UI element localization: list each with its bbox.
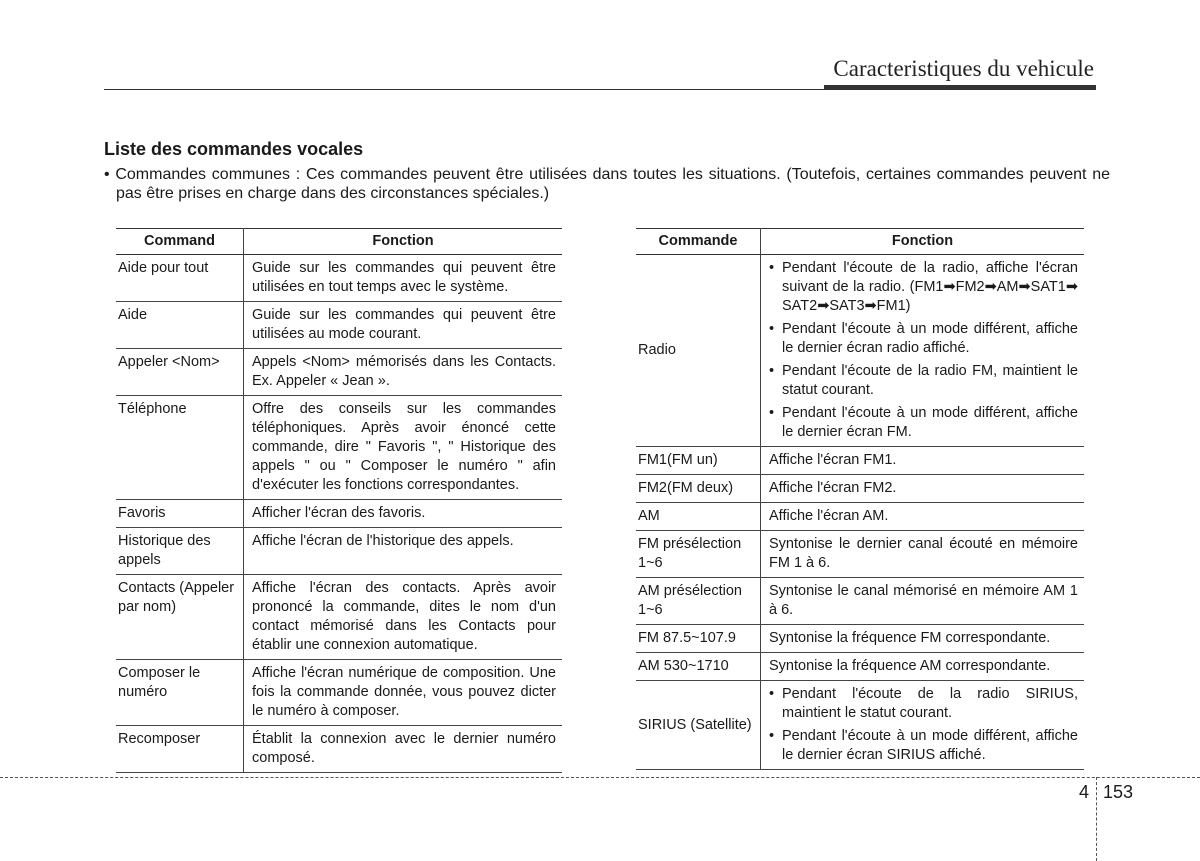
function-cell: [761, 681, 1085, 770]
function-cell: Syntonise le dernier canal écouté en mémoire FM 1 à 6.: [761, 531, 1085, 578]
command-cell: Radio: [636, 255, 761, 447]
command-cell: FM2(FM deux): [636, 475, 761, 503]
table-row: [636, 503, 1084, 531]
table-row: [116, 660, 562, 726]
command-cell: Contacts (Appeler par nom): [116, 575, 244, 660]
table-row: [636, 653, 1084, 681]
bullet-item: • Pendant l'écoute de la radio SIRIUS, maintient le statut courant.: [769, 685, 1078, 723]
radio-commands-table: [636, 228, 1084, 770]
page-number-divider: [1096, 777, 1097, 861]
table-row: [116, 726, 562, 773]
header-rule-accent: [824, 85, 1096, 90]
command-cell: AM 530~1710: [636, 653, 761, 681]
bullet-item: • Pendant l'écoute de la radio FM, maintient le statut courant.: [769, 362, 1078, 400]
table-row: [116, 349, 562, 396]
table-row: [636, 625, 1084, 653]
command-cell: Aide: [116, 302, 244, 349]
phone-commands-table: [116, 228, 562, 773]
table-row: [636, 255, 1084, 447]
column-header-command: Commande: [636, 229, 761, 255]
command-cell: Favoris: [116, 500, 244, 528]
function-cell: Guide sur les commandes qui peuvent être utilisées en tout temps avec le système.: [244, 255, 563, 302]
bullet-item: • Pendant l'écoute de la radio, affiche l'écran suivant de la radio. (FM1➡FM2➡AM➡SAT1➡ SAT2➡SAT3➡FM1): [769, 259, 1078, 316]
table-row: [116, 500, 562, 528]
function-cell: Syntonise la fréquence FM correspondante.: [761, 625, 1085, 653]
table-row: [116, 255, 562, 302]
function-cell: Affiche l'écran FM1.: [761, 447, 1085, 475]
table-row: [636, 578, 1084, 625]
table-row: [116, 302, 562, 349]
command-cell: FM présélection 1~6: [636, 531, 761, 578]
function-cell: [761, 255, 1085, 447]
command-cell: Téléphone: [116, 396, 244, 500]
command-cell: SIRIUS (Satellite): [636, 681, 761, 770]
bullet-list: [769, 259, 1078, 442]
bullet-list: [769, 685, 1078, 765]
command-cell: Composer le numéro: [116, 660, 244, 726]
table-row: [116, 528, 562, 575]
function-cell: Appels <Nom> mémorisés dans les Contacts. Ex. Appeler « Jean ».: [244, 349, 563, 396]
command-cell: Aide pour tout: [116, 255, 244, 302]
table-row: [636, 681, 1084, 770]
table-row: [636, 531, 1084, 578]
function-cell: Afficher l'écran des favoris.: [244, 500, 563, 528]
function-cell: Guide sur les commandes qui peuvent être utilisées au mode courant.: [244, 302, 563, 349]
function-cell: Syntonise le canal mémorisé en mémoire AM 1 à 6.: [761, 578, 1085, 625]
table-row: [636, 475, 1084, 503]
bullet-item: • Pendant l'écoute à un mode différent, affiche le dernier écran SIRIUS affiché.: [769, 727, 1078, 765]
function-cell: Affiche l'écran de l'historique des appels.: [244, 528, 563, 575]
command-cell: AM présélection 1~6: [636, 578, 761, 625]
function-cell: Affiche l'écran numérique de composition. Une fois la commande donnée, vous pouvez dicter le numéro à composer.: [244, 660, 563, 726]
chapter-number: 4: [1079, 782, 1090, 802]
column-header-command: Command: [116, 229, 244, 255]
function-cell: Affiche l'écran FM2.: [761, 475, 1085, 503]
running-header-title: Caracteristiques du vehicule: [833, 56, 1094, 81]
command-cell: AM: [636, 503, 761, 531]
table-row: [116, 575, 562, 660]
command-cell: Appeler <Nom>: [116, 349, 244, 396]
table-row: [636, 447, 1084, 475]
function-cell: Syntonise la fréquence AM correspondante.: [761, 653, 1085, 681]
column-header-function: Fonction: [761, 229, 1085, 255]
command-cell: Recomposer: [116, 726, 244, 773]
function-cell: Affiche l'écran AM.: [761, 503, 1085, 531]
function-cell: Affiche l'écran des contacts. Après avoir prononcé la commande, dites le nom d'un contact mémorisé dans les Contacts pour établir une connexion automatique.: [244, 575, 563, 660]
footer-rule: [0, 777, 1200, 778]
function-cell: Offre des conseils sur les commandes téléphoniques. Après avoir énoncé cette commande, dire " Favoris ", " Historique des appels " ou " Composer le numéro " afin d'exécuter les fonctions correspondantes.: [244, 396, 563, 500]
column-header-function: Fonction: [244, 229, 563, 255]
table-header-row: [636, 229, 1084, 255]
intro-paragraph: • Commandes communes : Ces commandes peuvent être utilisées dans toutes les situations. (Toutefois, certaines commandes peuvent ne pas être prises en charge dans des circonstances spéciales.): [104, 166, 1110, 202]
page-number: 153: [1103, 782, 1134, 802]
section-title: Liste des commandes vocales: [104, 139, 364, 159]
function-cell: Établit la connexion avec le dernier numéro composé.: [244, 726, 563, 773]
table-row: [116, 396, 562, 500]
command-cell: FM 87.5~107.9: [636, 625, 761, 653]
command-cell: FM1(FM un): [636, 447, 761, 475]
table-header-row: [116, 229, 562, 255]
bullet-item: • Pendant l'écoute à un mode différent, affiche le dernier écran FM.: [769, 404, 1078, 442]
bullet-item: • Pendant l'écoute à un mode différent, affiche le dernier écran radio affiché.: [769, 320, 1078, 358]
command-cell: Historique des appels: [116, 528, 244, 575]
